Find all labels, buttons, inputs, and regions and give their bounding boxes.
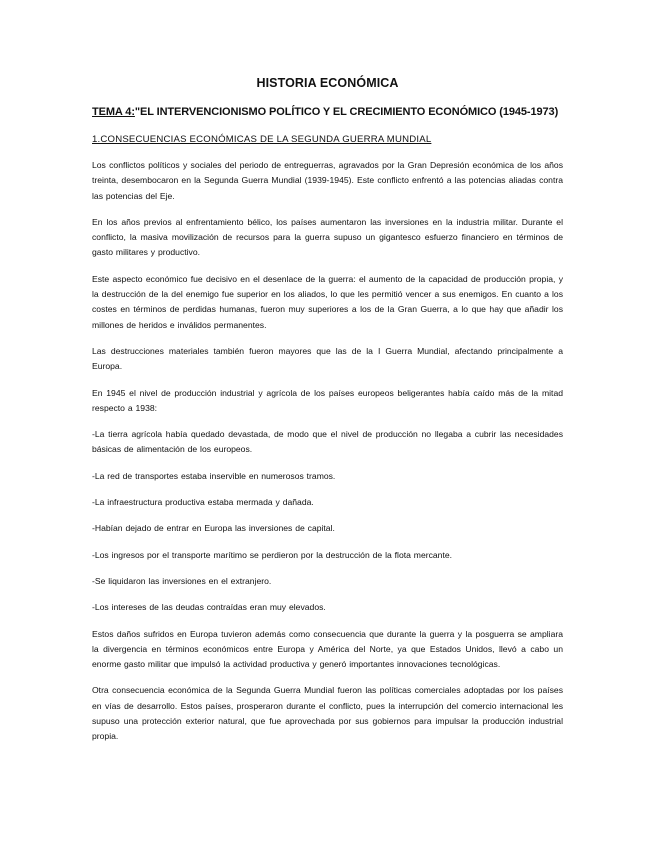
- bullet-item: -Los ingresos por el transporte marítimo se perdieron por la destrucción de la flota mercante.: [92, 549, 452, 560]
- section-heading: 1.CONSECUENCIAS ECONÓMICAS DE LA SEGUNDA GUERRA MUNDIAL: [92, 134, 432, 145]
- bullet-item: -La red de transportes estaba inservible en numerosos tramos.: [92, 470, 336, 481]
- bullet-item: -Habían dejado de entrar en Europa las inversiones de capital.: [92, 523, 335, 534]
- paragraph: Otra consecuencia económica de la Segunda Guerra Mundial fueron las políticas comerciales adoptadas por los países en vías de desarrollo. Estos países, prosperaron durante el conflicto, pues la interrupción del comercio internacional les supuso una protección exterior natural, que fue aprovechada por sus gobiernos para impulsar la producción industrial propia.: [92, 685, 563, 742]
- topic-title: "EL INTERVENCIONISMO POLÍTICO Y EL CRECIMIENTO ECONÓMICO (1945-1973): [134, 106, 559, 118]
- topic-label: TEMA 4:: [92, 106, 135, 118]
- paragraph: Los conflictos políticos y sociales del periodo de entreguerras, agravados por la Gran Depresión económica de los años treinta, desembocaron en la Segunda Guerra Mundial (1939-1945). Este conflicto enfrentó a las potencias aliadas contra las potencias del Eje.: [92, 160, 563, 201]
- paragraph: En los años previos al enfrentamiento bélico, los países aumentaron las inversiones en la industria militar. Durante el conflicto, la masiva movilización de recursos para la guerra supuso un gigantesco esfuerzo financiero en términos de gasto militares y productivo.: [92, 216, 563, 258]
- bullet-item: -Los intereses de las deudas contraídas eran muy elevados.: [92, 602, 326, 613]
- paragraph: Las destrucciones materiales también fueron mayores que las de la I Guerra Mundial, afectando principalmente a Europa.: [92, 345, 563, 372]
- paragraph: En 1945 el nivel de producción industrial y agrícola de los países europeos beligerantes había caído más de la mitad respecto a 1938:: [92, 387, 563, 413]
- paragraph: Estos daños sufridos en Europa tuvieron además como consecuencia que durante la guerra y la posguerra se ampliara la divergencia en términos económicos entre Europa y América del Norte, ya que Estados Unidos, llevó a cabo un enorme gasto militar que impulsó la actividad productiva y generó importantes innovaciones tecnológicas.: [92, 628, 563, 670]
- paragraph: Este aspecto económico fue decisivo en el desenlace de la guerra: el aumento de la capacidad de producción propia, y la destrucción de la del enemigo fue superior en los aliados, lo que les permitió vencer a sus enemigos. En cuanto a los costes en términos de perdidas humanas, fueron muy superiores a los de la Gran Guerra, a lo que hay que añadir los millones de heridos e inválidos permanentes.: [92, 273, 563, 330]
- bullet-item: -La tierra agrícola había quedado devastada, de modo que el nivel de producción no llegaba a cubrir las necesidades básicas de alimentación de los europeos.: [92, 429, 563, 455]
- bullet-item: -Se liquidaron las inversiones en el extranjero.: [92, 575, 272, 586]
- topic-heading: [92, 106, 563, 118]
- document-title: HISTORIA ECONÓMICA: [256, 76, 399, 90]
- bullet-item: -La infraestructura productiva estaba mermada y dañada.: [92, 497, 314, 508]
